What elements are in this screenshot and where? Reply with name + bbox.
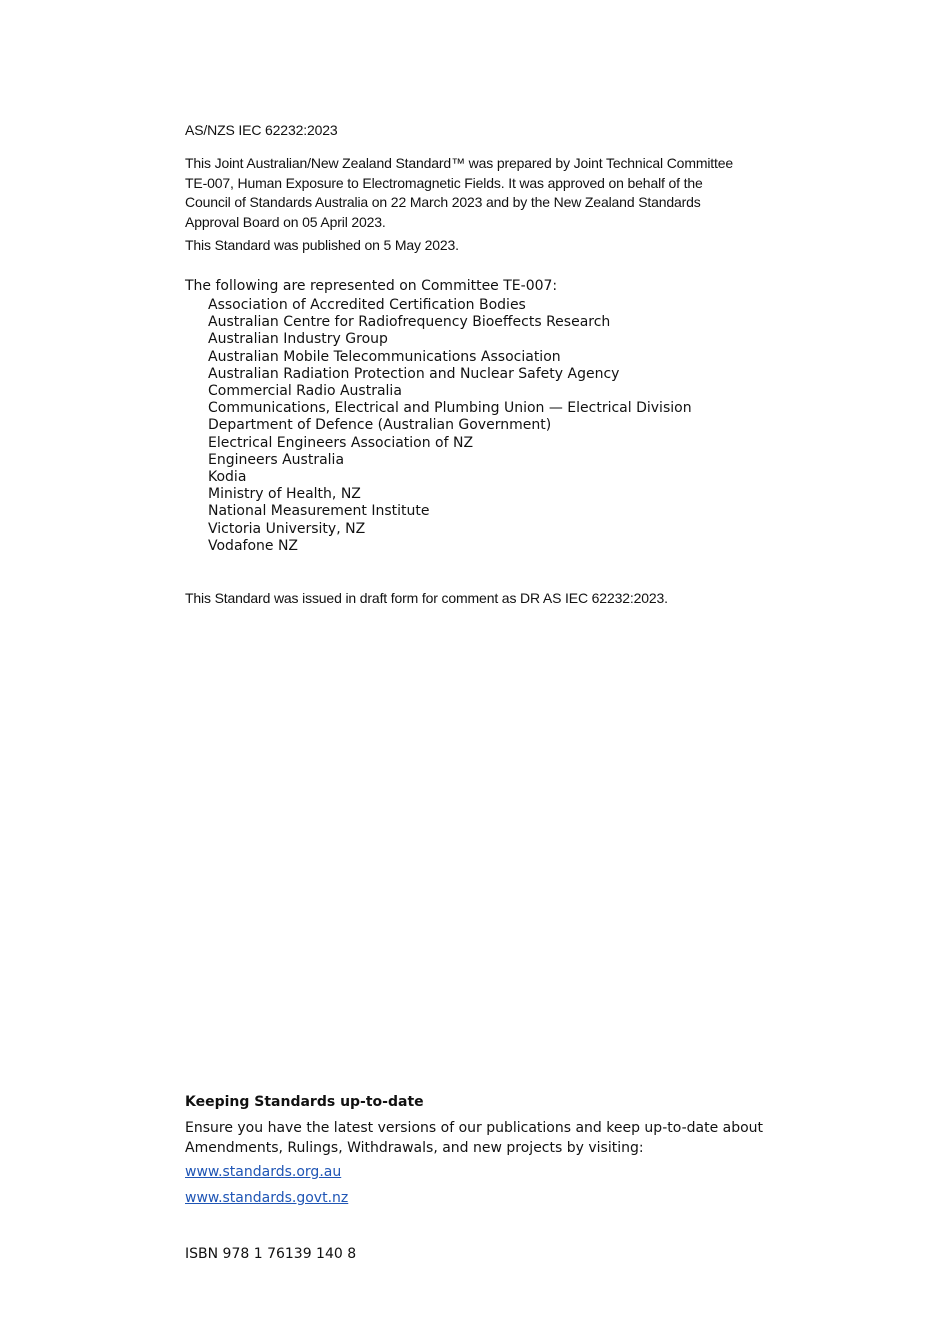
preparation-line: Approval Board on 05 April 2023.: [185, 213, 386, 230]
committee-member: Vodafone NZ: [208, 537, 299, 554]
committee-member: National Measurement Institute: [208, 503, 430, 520]
committee-member: Australian Mobile Telecommunications Association: [208, 348, 561, 365]
keeping-text-line: Amendments, Rulings, Withdrawals, and new projects by visiting:: [185, 1140, 644, 1156]
committee-member: Commercial Radio Australia: [208, 383, 402, 400]
committee-member: Australian Radiation Protection and Nuclear Safety Agency: [208, 365, 620, 382]
committee-member: Communications, Electrical and Plumbing Union — Electrical Division: [208, 400, 692, 417]
keeping-up-to-date-text: [185, 1118, 763, 1158]
committee-member: Ministry of Health, NZ: [208, 486, 361, 503]
committee-member: Australian Centre for Radiofrequency Bioeffects Research: [208, 314, 611, 331]
committee-member: Engineers Australia: [208, 451, 345, 468]
preparation-line: Council of Standards Australia on 22 March 2023 and by the New Zealand Standards: [185, 194, 701, 210]
committee-member: Association of Accredited Certification Bodies: [208, 297, 526, 313]
committee-member: Victoria University, NZ: [208, 520, 366, 537]
publication-statement: This Standard was published on 5 May 2023.: [185, 237, 459, 253]
committee-member: Australian Industry Group: [208, 331, 388, 348]
committee-member: Kodia: [208, 469, 247, 486]
committee-member: Electrical Engineers Association of NZ: [208, 434, 474, 451]
preparation-statement: [185, 154, 785, 232]
standard-designation: AS/NZS IEC 62232:2023: [185, 122, 338, 138]
isbn-number: ISBN 978 1 76139 140 8: [185, 1246, 357, 1262]
committee-intro: The following are represented on Committee TE-007:: [185, 278, 558, 294]
draft-statement: This Standard was issued in draft form for comment as DR AS IEC 62232:2023.: [185, 590, 668, 606]
standards-australia-link[interactable]: www.standards.org.au: [185, 1164, 342, 1180]
preparation-line: This Joint Australian/New Zealand Standard™ was prepared by Joint Technical Committee: [185, 155, 734, 171]
committee-member-list: [208, 297, 692, 555]
committee-member: Department of Defence (Australian Government): [208, 417, 552, 434]
standards-nz-link[interactable]: www.standards.govt.nz: [185, 1190, 349, 1206]
keeping-up-to-date-heading: Keeping Standards up-to-date: [185, 1094, 424, 1110]
preparation-line: TE-007, Human Exposure to Electromagnetic Fields. It was approved on behalf of the: [185, 174, 703, 191]
keeping-text-line: Ensure you have the latest versions of our publications and keep up-to-date about: [185, 1120, 764, 1136]
